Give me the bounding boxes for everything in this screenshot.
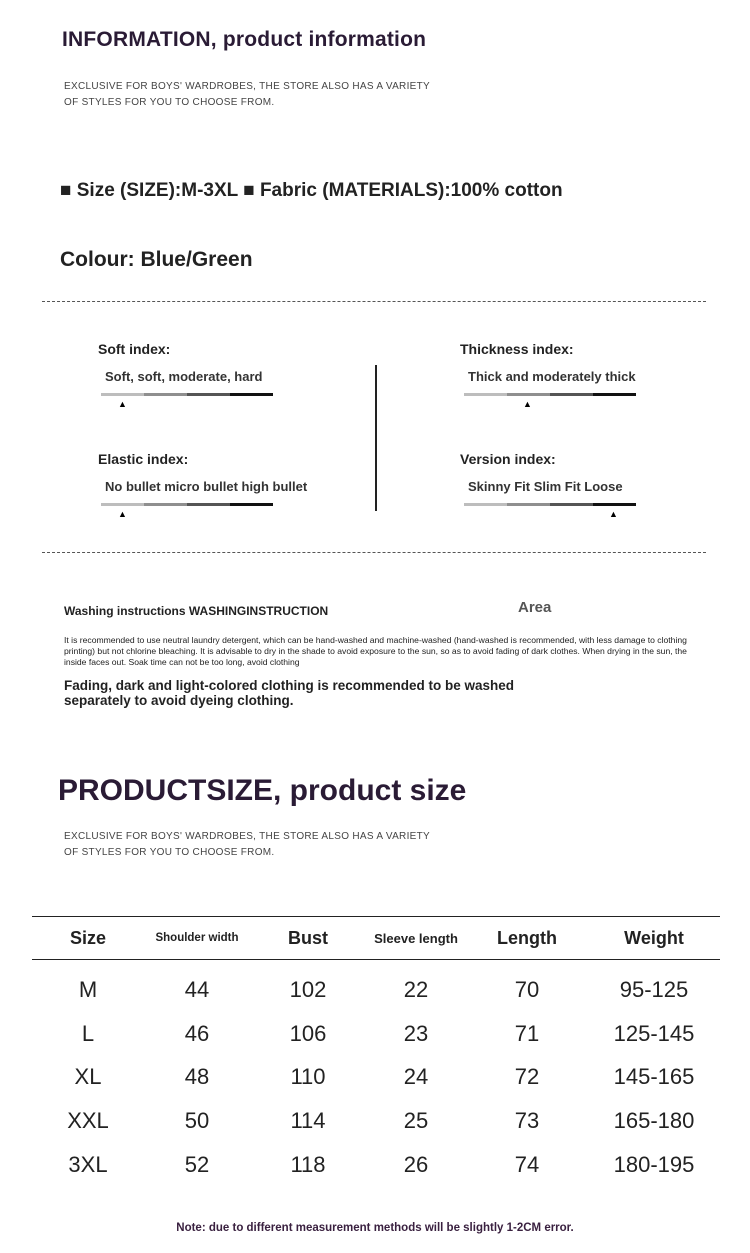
header-shoulder-width: Shoulder width xyxy=(144,917,250,960)
version-index xyxy=(460,451,636,519)
cell-size: XL xyxy=(74,1064,102,1090)
table-row xyxy=(32,968,720,1012)
product-size-subtitle-line-1: EXCLUSIVE FOR BOYS' WARDROBES, THE STORE ALSO HAS A VARIETY xyxy=(64,831,431,842)
cell-bust: 118 xyxy=(290,1152,326,1178)
soft-index-desc: Soft, soft, moderate, hard xyxy=(105,369,263,384)
cell-bust: 102 xyxy=(289,976,327,1002)
header-length: Length xyxy=(466,917,588,960)
cell-shoulder-width: 46 xyxy=(184,1020,210,1046)
elastic-index-marker: ▲ xyxy=(118,509,127,519)
cell-length: 73 xyxy=(514,1108,540,1134)
version-index-scale xyxy=(464,503,636,506)
cell-length: 71 xyxy=(514,1020,540,1046)
cell-sleeve-length: 23 xyxy=(403,1020,429,1046)
version-index-marker: ▲ xyxy=(609,509,618,519)
thickness-index-desc: Thick and moderately thick xyxy=(468,369,636,384)
info-subtitle-line-1: EXCLUSIVE FOR BOYS' WARDROBES, THE STORE ALSO HAS A VARIETY xyxy=(64,81,431,92)
table-row xyxy=(32,1099,720,1143)
header-bust: Bust xyxy=(250,917,366,960)
size-table xyxy=(32,916,720,1187)
cell-sleeve-length: 25 xyxy=(403,1108,429,1134)
divider-bottom xyxy=(42,552,706,553)
soft-index-marker: ▲ xyxy=(118,399,127,409)
info-subtitle-line-2: OF STYLES FOR YOU TO CHOOSE FROM. xyxy=(64,97,275,108)
cell-size: 3XL xyxy=(68,1152,108,1178)
soft-index-title: Soft index: xyxy=(98,341,171,357)
cell-size: XXL xyxy=(67,1108,109,1134)
cell-weight: 95-125 xyxy=(619,976,689,1002)
thickness-index-scale xyxy=(464,393,636,396)
table-row xyxy=(32,1056,720,1100)
cell-size: M xyxy=(78,976,98,1002)
cell-weight: 125-145 xyxy=(613,1020,695,1046)
washing-instructions-text: It is recommended to use neutral laundry detergent, which can be hand-washed and machine-washed (hand-washed is recommended, with less damage to clothing printing) but not chlorine bleaching. It is advisable to dry in the shade to avoid exposure to the sun, so as to avoid fading of dark clothes. When drying in the sun, the inside faces out. Soak time can not be too long, avoid clothing xyxy=(64,635,687,667)
elastic-index-title: Elastic index: xyxy=(98,451,189,467)
washing-note: Fading, dark and light-colored clothing is recommended to be washed separately to avoid dyeing clothing. xyxy=(64,678,515,708)
soft-index-scale xyxy=(101,393,273,396)
elastic-index-scale xyxy=(101,503,273,506)
table-row xyxy=(32,1143,720,1187)
cell-bust: 110 xyxy=(290,1064,326,1090)
index-divider-line xyxy=(375,365,377,511)
cell-size: L xyxy=(81,1020,95,1046)
elastic-index xyxy=(98,451,307,519)
header-weight: Weight xyxy=(588,917,720,960)
header-size: Size xyxy=(32,917,144,960)
version-index-title: Version index: xyxy=(460,451,556,467)
size-fabric-specs: ■ Size (SIZE):M-3XL ■ Fabric (MATERIALS):100% cotton xyxy=(60,180,563,201)
version-index-desc: Skinny Fit Slim Fit Loose xyxy=(468,479,623,494)
cell-bust: 114 xyxy=(290,1108,326,1134)
cell-length: 72 xyxy=(514,1064,540,1090)
product-size-title: PRODUCTSIZE, product size xyxy=(58,774,467,807)
thickness-index-marker: ▲ xyxy=(523,399,532,409)
cell-sleeve-length: 22 xyxy=(403,976,429,1002)
cell-length: 74 xyxy=(514,1152,540,1178)
header-sleeve-length: Sleeve length xyxy=(366,917,466,960)
table-row xyxy=(32,1012,720,1056)
product-size-subtitle-line-2: OF STYLES FOR YOU TO CHOOSE FROM. xyxy=(64,847,275,858)
cell-weight: 180-195 xyxy=(613,1152,695,1178)
cell-weight: 165-180 xyxy=(613,1108,695,1134)
thickness-index-title: Thickness index: xyxy=(460,341,574,357)
cell-shoulder-width: 50 xyxy=(184,1108,210,1134)
elastic-index-desc: No bullet micro bullet high bullet xyxy=(105,479,308,494)
cell-bust: 106 xyxy=(289,1020,327,1046)
cell-weight: 145-165 xyxy=(613,1064,695,1090)
info-subtitle xyxy=(64,79,444,111)
cell-sleeve-length: 26 xyxy=(403,1152,429,1178)
cell-length: 70 xyxy=(514,976,540,1002)
info-title: INFORMATION, product information xyxy=(62,28,427,51)
cell-shoulder-width: 48 xyxy=(184,1064,210,1090)
washing-title: Washing instructions WASHINGINSTRUCTION xyxy=(64,604,329,618)
thickness-index xyxy=(460,341,636,409)
measurement-note: Note: due to different measurement methods will be slightly 1-2CM error. xyxy=(176,1222,574,1234)
divider-top xyxy=(42,301,706,302)
size-table-header xyxy=(32,917,720,960)
cell-shoulder-width: 44 xyxy=(184,976,210,1002)
area-label: Area xyxy=(518,599,552,616)
product-size-subtitle xyxy=(64,829,444,861)
cell-shoulder-width: 52 xyxy=(184,1152,210,1178)
colour-label: Colour: Blue/Green xyxy=(60,248,253,271)
cell-sleeve-length: 24 xyxy=(403,1064,429,1090)
soft-index xyxy=(98,341,273,409)
